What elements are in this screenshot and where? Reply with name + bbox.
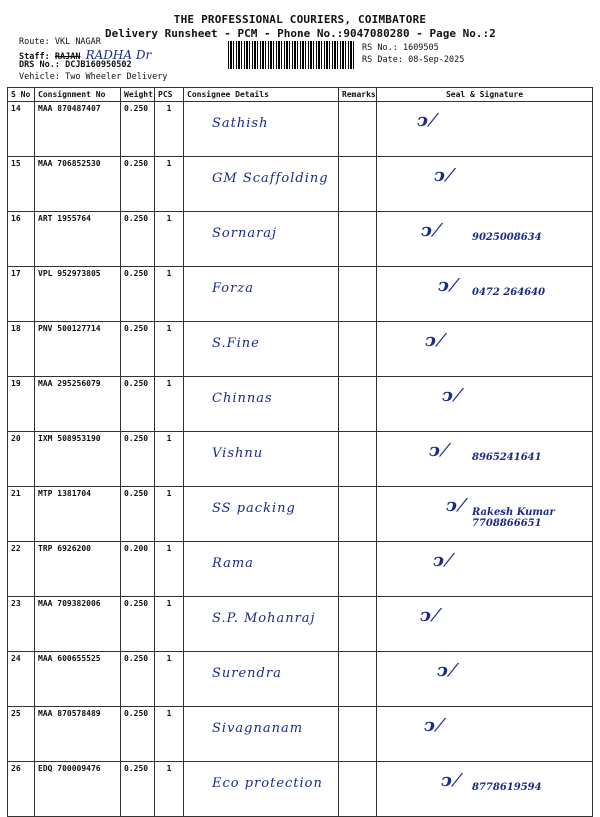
- consignee-cell: Rama: [184, 542, 339, 597]
- signature-cell: [377, 157, 593, 212]
- col-consignment: Consignment No: [35, 88, 121, 102]
- staff-handwritten: RADHA Dr: [85, 48, 152, 62]
- signature-note: 9025008634: [472, 232, 542, 243]
- signature-cell: [377, 267, 593, 322]
- consignment-cell: MAA 709382006: [35, 597, 121, 652]
- consignment-cell: VPL 952973805: [35, 267, 121, 322]
- remarks-cell: [339, 157, 377, 212]
- rs-date-line: [362, 55, 464, 65]
- pcs-cell: 1: [155, 267, 184, 322]
- table-row: [8, 212, 593, 267]
- signature-mark: ↄ ⁄: [429, 440, 447, 461]
- pcs-cell: 1: [155, 322, 184, 377]
- pcs-cell: 1: [155, 762, 184, 817]
- consignment-cell: PNV 500127714: [35, 322, 121, 377]
- table-row: [8, 597, 593, 652]
- weight-cell: 0.250: [121, 707, 155, 762]
- signature-mark: ↄ ⁄: [420, 605, 438, 626]
- sno-cell: 19: [8, 377, 35, 432]
- route-label: Route:: [19, 37, 50, 47]
- signature-mark: ↄ ⁄: [424, 715, 442, 736]
- consignee-cell: Forza: [184, 267, 339, 322]
- sno-cell: 20: [8, 432, 35, 487]
- signature-mark: ↄ ⁄: [442, 385, 460, 406]
- rs-no-label: RS No.:: [362, 43, 398, 53]
- sno-cell: 17: [8, 267, 35, 322]
- company-title: THE PROFESSIONAL COURIERS, COIMBATORE: [173, 13, 427, 26]
- route-line: [19, 37, 101, 47]
- pcs-cell: 1: [155, 707, 184, 762]
- weight-cell: 0.250: [121, 377, 155, 432]
- remarks-cell: [339, 267, 377, 322]
- signature-mark: ↄ ⁄: [441, 770, 459, 791]
- table-row: [8, 652, 593, 707]
- vehicle-line: [19, 72, 167, 82]
- remarks-cell: [339, 102, 377, 157]
- signature-note: 0472 264640: [472, 287, 546, 298]
- remarks-cell: [339, 707, 377, 762]
- sno-cell: 15: [8, 157, 35, 212]
- table-row: [8, 377, 593, 432]
- signature-note: 8965241641: [472, 452, 542, 463]
- remarks-cell: [339, 212, 377, 267]
- pcs-cell: 1: [155, 157, 184, 212]
- sno-cell: 14: [8, 102, 35, 157]
- signature-cell: [377, 102, 593, 157]
- col-signature: Seal & Signature: [377, 88, 593, 102]
- signature-cell: [377, 377, 593, 432]
- pcs-cell: 1: [155, 542, 184, 597]
- vehicle-value: Two Wheeler Delivery: [65, 72, 168, 82]
- consignee-cell: Surendra: [184, 652, 339, 707]
- consignee-cell: Sornaraj: [184, 212, 339, 267]
- table-row: [8, 432, 593, 487]
- sno-cell: 24: [8, 652, 35, 707]
- weight-cell: 0.250: [121, 487, 155, 542]
- consignment-cell: MAA 600655525: [35, 652, 121, 707]
- pcs-cell: 1: [155, 377, 184, 432]
- table-row: [8, 102, 593, 157]
- weight-cell: 0.250: [121, 322, 155, 377]
- drs-value: DCJB160950502: [65, 60, 132, 70]
- signature-note: 8778619594: [472, 782, 542, 793]
- signature-note: Rakesh Kumar 7708866651: [472, 507, 555, 529]
- weight-cell: 0.250: [121, 597, 155, 652]
- signature-mark: ↄ ⁄: [417, 110, 435, 131]
- signature-cell: [377, 212, 593, 267]
- barcode: [228, 41, 356, 69]
- pcs-cell: 1: [155, 597, 184, 652]
- remarks-cell: [339, 377, 377, 432]
- drs-label: DRS No.:: [19, 60, 60, 70]
- staff-printed: RAJAN: [54, 52, 81, 62]
- table-row: [8, 267, 593, 322]
- consignment-cell: MAA 870578489: [35, 707, 121, 762]
- consignee-cell: Chinnas: [184, 377, 339, 432]
- col-remarks: Remarks: [339, 88, 377, 102]
- consignee-cell: Eco protection: [184, 762, 339, 817]
- drs-line: [19, 60, 132, 70]
- table-row: [8, 322, 593, 377]
- signature-cell: [377, 597, 593, 652]
- remarks-cell: [339, 487, 377, 542]
- col-consignee: Consignee Details: [184, 88, 339, 102]
- runsheet-table: [7, 87, 593, 817]
- remarks-cell: [339, 322, 377, 377]
- pcs-cell: 1: [155, 432, 184, 487]
- consignment-cell: EDQ 700009476: [35, 762, 121, 817]
- sno-cell: 25: [8, 707, 35, 762]
- consignment-cell: IXM 508953190: [35, 432, 121, 487]
- runsheet-subtitle: Delivery Runsheet - PCM - Phone No.:9047080280 - Page No.:2: [105, 27, 496, 40]
- remarks-cell: [339, 762, 377, 817]
- remarks-cell: [339, 652, 377, 707]
- remarks-cell: [339, 542, 377, 597]
- consignment-cell: MAA 706852530: [35, 157, 121, 212]
- signature-cell: [377, 322, 593, 377]
- col-sno: S No: [8, 88, 35, 102]
- signature-mark: ↄ ⁄: [437, 660, 455, 681]
- pcs-cell: 1: [155, 652, 184, 707]
- route-value: VKL NAGAR: [54, 37, 101, 47]
- consignee-cell: Sathish: [184, 102, 339, 157]
- staff-label: Staff:: [19, 52, 50, 62]
- pcs-cell: 1: [155, 487, 184, 542]
- signature-mark: ↄ ⁄: [425, 330, 443, 351]
- table-header: [8, 88, 593, 102]
- consignee-cell: Vishnu: [184, 432, 339, 487]
- remarks-cell: [339, 432, 377, 487]
- consignee-cell: GM Scaffolding: [184, 157, 339, 212]
- col-weight: Weight: [121, 88, 155, 102]
- signature-mark: ↄ ⁄: [446, 495, 464, 516]
- consignment-cell: TRP 6926200: [35, 542, 121, 597]
- vehicle-label: Vehicle:: [19, 72, 60, 82]
- pcs-cell: 1: [155, 102, 184, 157]
- consignment-cell: MAA 295256079: [35, 377, 121, 432]
- col-pcs: PCS: [155, 88, 184, 102]
- table-row: [8, 542, 593, 597]
- signature-cell: [377, 652, 593, 707]
- weight-cell: 0.250: [121, 762, 155, 817]
- signature-mark: ↄ ⁄: [421, 220, 439, 241]
- sno-cell: 21: [8, 487, 35, 542]
- weight-cell: 0.250: [121, 212, 155, 267]
- signature-mark: ↄ ⁄: [434, 165, 452, 186]
- weight-cell: 0.250: [121, 652, 155, 707]
- rs-no-value: 1609505: [402, 43, 439, 53]
- table-row: [8, 157, 593, 212]
- signature-cell: [377, 432, 593, 487]
- table-row: [8, 762, 593, 817]
- signature-cell: [377, 542, 593, 597]
- consignee-cell: S.P. Mohanraj: [184, 597, 339, 652]
- sno-cell: 26: [8, 762, 35, 817]
- remarks-cell: [339, 597, 377, 652]
- weight-cell: 0.200: [121, 542, 155, 597]
- consignment-cell: ART 1955764: [35, 212, 121, 267]
- table-row: [8, 707, 593, 762]
- rs-no-line: [362, 43, 439, 53]
- rs-date-label: RS Date:: [362, 55, 403, 65]
- pcs-cell: 1: [155, 212, 184, 267]
- weight-cell: 0.250: [121, 432, 155, 487]
- consignment-cell: MAA 870487407: [35, 102, 121, 157]
- signature-cell: [377, 762, 593, 817]
- signature-cell: [377, 707, 593, 762]
- sno-cell: 22: [8, 542, 35, 597]
- consignee-cell: SS packing: [184, 487, 339, 542]
- consignee-cell: Sivagnanam: [184, 707, 339, 762]
- sno-cell: 18: [8, 322, 35, 377]
- rs-date-value: 08-Sep-2025: [408, 55, 465, 65]
- signature-mark: ↄ ⁄: [433, 550, 451, 571]
- consignment-cell: MTP 1381704: [35, 487, 121, 542]
- table-row: [8, 487, 593, 542]
- signature-cell: [377, 487, 593, 542]
- sno-cell: 16: [8, 212, 35, 267]
- weight-cell: 0.250: [121, 102, 155, 157]
- weight-cell: 0.250: [121, 267, 155, 322]
- weight-cell: 0.250: [121, 157, 155, 212]
- consignee-cell: S.Fine: [184, 322, 339, 377]
- sno-cell: 23: [8, 597, 35, 652]
- signature-mark: ↄ ⁄: [438, 275, 456, 296]
